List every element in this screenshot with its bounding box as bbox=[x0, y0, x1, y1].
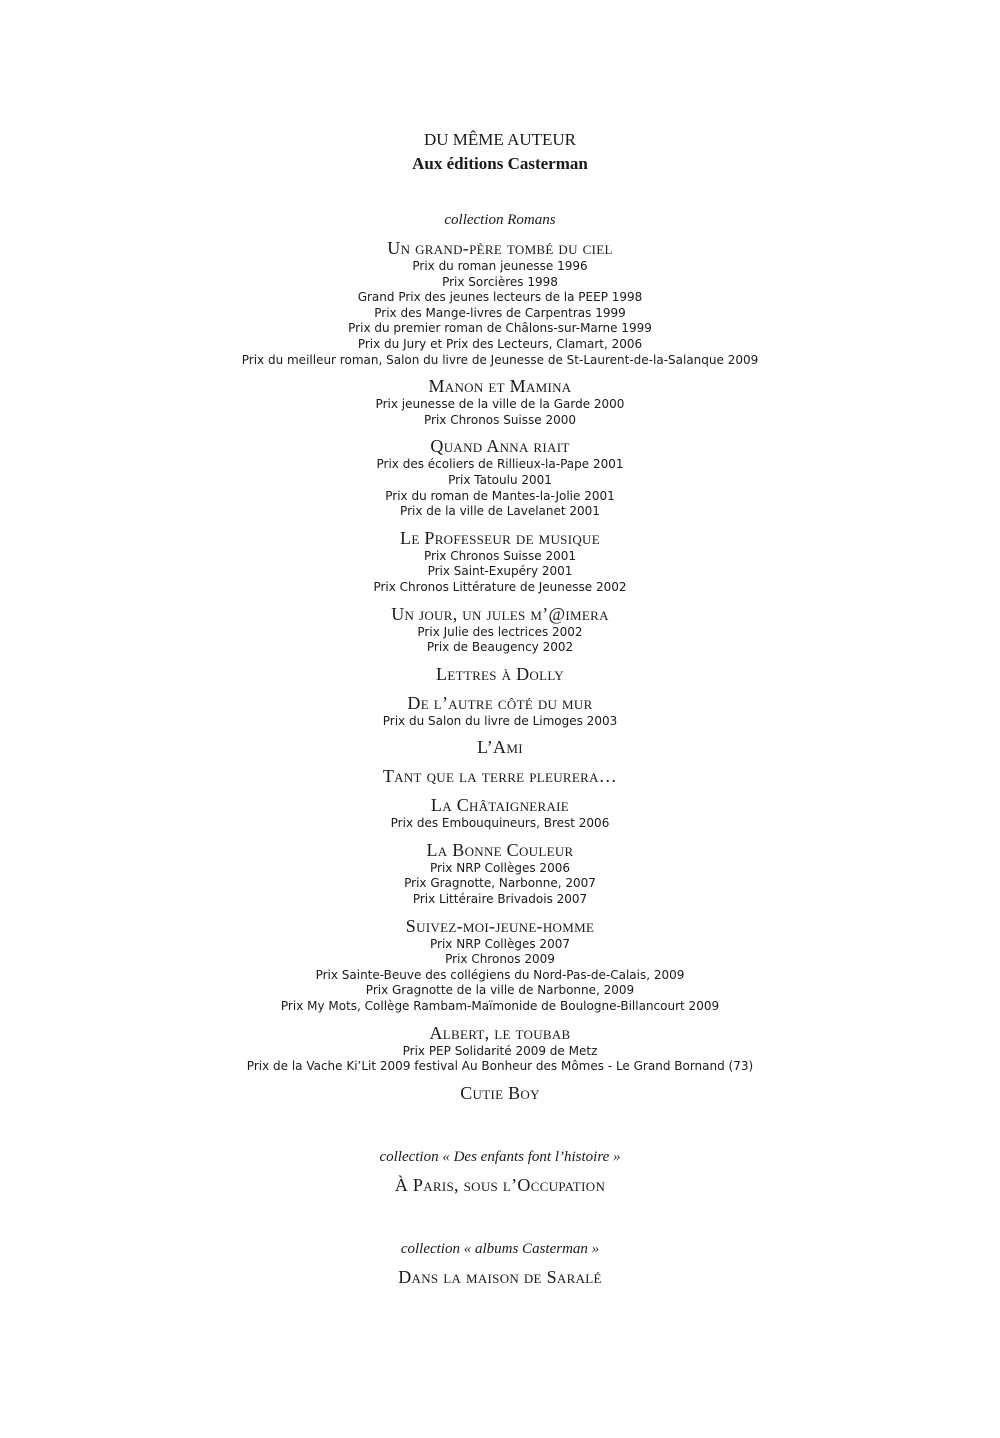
book-entry bbox=[0, 794, 1000, 832]
award-line: Prix NRP Collèges 2006 bbox=[430, 860, 570, 875]
book-entry bbox=[0, 1022, 1000, 1075]
collection-section bbox=[0, 209, 1000, 1104]
book-title: Le Professeur de musique bbox=[400, 527, 600, 548]
book-entry bbox=[0, 435, 1000, 519]
award-line: Prix Littéraire Brivadois 2007 bbox=[412, 892, 588, 907]
book-title: Suivez-moi-jeune-homme bbox=[405, 915, 595, 936]
award-line: Prix Chronos 2009 bbox=[445, 952, 555, 967]
book-title: Quand Anna riait bbox=[430, 436, 570, 457]
book-title: Lettres à Dolly bbox=[436, 663, 564, 684]
bibliography-page bbox=[0, 128, 1000, 1288]
award-line: Prix Sainte-Beuve des collégiens du Nord-Pas-de-Calais, 2009 bbox=[315, 967, 685, 982]
award-line: Prix Chronos Suisse 2001 bbox=[423, 548, 576, 563]
page-heading: DU MÊME AUTEUR bbox=[423, 130, 577, 149]
book-entry bbox=[0, 527, 1000, 596]
book-entry bbox=[0, 1266, 1000, 1288]
book-entry bbox=[0, 237, 1000, 368]
book-title: À Paris, sous l’Occupation bbox=[394, 1174, 606, 1195]
award-line: Prix PEP Solidarité 2009 de Metz bbox=[402, 1043, 598, 1058]
book-title: Dans la maison de Saralé bbox=[398, 1266, 602, 1287]
award-line: Prix du roman jeunesse 1996 bbox=[412, 259, 588, 273]
book-title: La Bonne Couleur bbox=[426, 839, 574, 860]
book-entry bbox=[0, 692, 1000, 730]
book-title: Un grand-père tombé du ciel bbox=[387, 238, 613, 258]
book-entry bbox=[0, 603, 1000, 656]
award-line: Prix Gragnotte de la ville de Narbonne, 2009 bbox=[365, 983, 635, 998]
award-line: Prix Saint-Exupéry 2001 bbox=[427, 564, 573, 579]
collection-label: collection Romans bbox=[444, 212, 556, 228]
award-line: Prix Tatoulu 2001 bbox=[448, 472, 552, 487]
book-entry bbox=[0, 765, 1000, 787]
award-line: Prix Chronos Littérature de Jeunesse 2002 bbox=[373, 579, 627, 594]
award-line: Prix Sorcières 1998 bbox=[442, 274, 558, 289]
book-entry bbox=[0, 839, 1000, 908]
award-line: Prix NRP Collèges 2007 bbox=[430, 936, 570, 951]
collection-label: collection « Des enfants font l’histoire » bbox=[379, 1148, 621, 1165]
book-entry bbox=[0, 915, 1000, 1015]
award-line: Prix Chronos Suisse 2000 bbox=[423, 412, 576, 427]
book-entry bbox=[0, 736, 1000, 758]
book-title: Albert, le toubab bbox=[429, 1022, 571, 1043]
award-line: Grand Prix des jeunes lecteurs de la PEEP 1998 bbox=[357, 290, 643, 305]
award-line: Prix du Jury et Prix des Lecteurs, Clamart, 2006 bbox=[357, 336, 643, 351]
award-line: Prix des écoliers de Rillieux-la-Pape 2001 bbox=[376, 457, 624, 472]
award-line: Prix jeunesse de la ville de la Garde 2000 bbox=[375, 397, 625, 412]
book-title: Cutie Boy bbox=[460, 1082, 540, 1103]
book-entry bbox=[0, 1082, 1000, 1104]
book-entry bbox=[0, 375, 1000, 428]
award-line: Prix de la ville de Lavelanet 2001 bbox=[400, 504, 600, 519]
award-line: Prix My Mots, Collège Rambam-Maïmonide de Boulogne-Billancourt 2009 bbox=[280, 999, 720, 1014]
award-line: Prix Gragnotte, Narbonne, 2007 bbox=[404, 876, 596, 891]
book-title: La Châtaigneraie bbox=[430, 795, 570, 816]
award-line: Prix du meilleur roman, Salon du livre de Jeunesse de St-Laurent-de-la-Salanque 2009 bbox=[241, 352, 759, 367]
book-title: L’Ami bbox=[477, 737, 523, 758]
book-title: Tant que la terre pleurera… bbox=[382, 766, 618, 787]
award-line: Prix du roman de Mantes-la-Jolie 2001 bbox=[385, 488, 615, 503]
award-line: Prix du premier roman de Châlons-sur-Marne 1999 bbox=[348, 321, 652, 336]
award-line: Prix Julie des lectrices 2002 bbox=[417, 624, 583, 639]
book-title: Manon et Mamina bbox=[428, 376, 572, 397]
collections-list bbox=[0, 209, 1000, 1288]
publisher-heading: Aux éditions Casterman bbox=[412, 154, 588, 173]
award-line: Prix des Mange-livres de Carpentras 1999 bbox=[374, 305, 626, 320]
collection-section bbox=[0, 1238, 1000, 1288]
collection-label: collection « albums Casterman » bbox=[400, 1240, 600, 1257]
collection-section bbox=[0, 1146, 1000, 1196]
award-line: Prix du Salon du livre de Limoges 2003 bbox=[382, 713, 618, 728]
book-entry bbox=[0, 1174, 1000, 1196]
book-entry bbox=[0, 663, 1000, 685]
award-line: Prix de la Vache Ki’Lit 2009 festival Au Bonheur des Mômes - Le Grand Bornand (73) bbox=[246, 1059, 754, 1074]
book-title: De l’autre côté du mur bbox=[407, 692, 593, 713]
book-title: Un jour, un jules m’@imera bbox=[391, 603, 609, 624]
award-line: Prix de Beaugency 2002 bbox=[426, 640, 574, 655]
award-line: Prix des Embouquineurs, Brest 2006 bbox=[390, 816, 610, 831]
